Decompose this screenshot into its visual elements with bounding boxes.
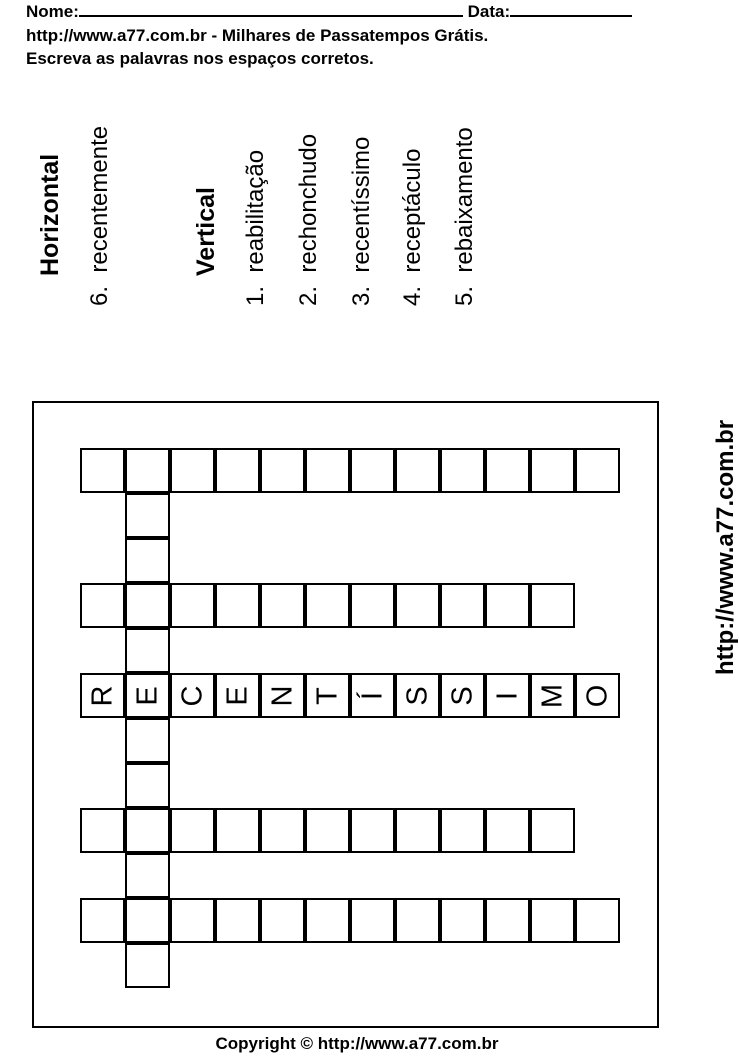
- crossword-cell[interactable]: [125, 763, 170, 808]
- crossword-cell[interactable]: [575, 448, 620, 493]
- crossword-cell[interactable]: [440, 808, 485, 853]
- vertical-clue-3: [350, 137, 374, 306]
- crossword-cell[interactable]: [530, 898, 575, 943]
- crossword-cell[interactable]: [125, 718, 170, 763]
- crossword-cell[interactable]: [485, 898, 530, 943]
- crossword-cell[interactable]: [440, 673, 485, 718]
- instruction: Escreva as palavras nos espaços corretos.: [26, 49, 374, 68]
- clue-number: 3.: [348, 285, 375, 306]
- crossword-cell[interactable]: [125, 583, 170, 628]
- crossword-cell[interactable]: [305, 808, 350, 853]
- clue-word: recentemente: [86, 125, 113, 273]
- clue-word: receptáculo: [399, 148, 426, 273]
- crossword-letter: E: [131, 685, 163, 706]
- crossword-cell[interactable]: [215, 808, 260, 853]
- crossword-cell[interactable]: [395, 898, 440, 943]
- crossword-cell[interactable]: [215, 448, 260, 493]
- crossword-cell[interactable]: [125, 673, 170, 718]
- crossword-board: [32, 401, 659, 1028]
- crossword-cell[interactable]: [170, 808, 215, 853]
- copyright: Copyright © http://www.a77.com.br: [215, 1034, 499, 1053]
- vertical-clue-2: [297, 134, 321, 306]
- crossword-cell[interactable]: [395, 583, 440, 628]
- crossword-cell[interactable]: [350, 448, 395, 493]
- crossword-cell[interactable]: [485, 448, 530, 493]
- crossword-cell[interactable]: [440, 898, 485, 943]
- vertical-clue-5: [453, 127, 477, 306]
- crossword-letter: S: [401, 685, 433, 706]
- clue-word: rechonchudo: [295, 133, 322, 273]
- crossword-cell[interactable]: [305, 898, 350, 943]
- side-url: http://www.a77.com.br: [712, 419, 739, 675]
- horizontal-title: Horizontal: [36, 153, 64, 276]
- name-label: Nome:: [26, 2, 79, 21]
- crossword-cell[interactable]: [575, 673, 620, 718]
- crossword-cell[interactable]: [260, 448, 305, 493]
- crossword-cell[interactable]: [305, 448, 350, 493]
- crossword-letter: I: [491, 691, 523, 700]
- clue-word: rebaixamento: [451, 127, 478, 273]
- crossword-cell[interactable]: [440, 448, 485, 493]
- date-label: Data:: [467, 2, 511, 21]
- crossword-cell[interactable]: [80, 808, 125, 853]
- crossword-cell[interactable]: [530, 448, 575, 493]
- clue-word: recentíssimo: [348, 136, 375, 273]
- crossword-cell[interactable]: [215, 583, 260, 628]
- crossword-cell[interactable]: [125, 943, 170, 988]
- crossword-cell[interactable]: [350, 583, 395, 628]
- crossword-cell[interactable]: [260, 583, 305, 628]
- clue-number: 5.: [451, 285, 478, 306]
- crossword-cell[interactable]: [575, 898, 620, 943]
- crossword-cell[interactable]: [395, 673, 440, 718]
- crossword-cell[interactable]: [350, 673, 395, 718]
- crossword-letter: R: [86, 685, 118, 706]
- clue-number: 6.: [86, 285, 113, 306]
- crossword-cell[interactable]: [440, 583, 485, 628]
- clue-number: 4.: [399, 285, 426, 306]
- crossword-cell[interactable]: [485, 808, 530, 853]
- date-blank[interactable]: [510, 1, 632, 17]
- crossword-cell[interactable]: [485, 583, 530, 628]
- crossword-cell[interactable]: [170, 673, 215, 718]
- crossword-letter: Í: [356, 691, 388, 700]
- crossword-letter: M: [536, 683, 568, 708]
- crossword-cell[interactable]: [215, 673, 260, 718]
- crossword-letter: N: [266, 685, 298, 706]
- clue-number: 2.: [295, 285, 322, 306]
- crossword-cell[interactable]: [170, 448, 215, 493]
- crossword-cell[interactable]: [80, 448, 125, 493]
- crossword-cell[interactable]: [260, 808, 305, 853]
- crossword-cell[interactable]: [260, 898, 305, 943]
- crossword-cell[interactable]: [80, 898, 125, 943]
- crossword-cell[interactable]: [485, 673, 530, 718]
- crossword-cell[interactable]: [530, 673, 575, 718]
- crossword-cell[interactable]: [125, 808, 170, 853]
- vertical-clue-4: [401, 149, 425, 306]
- crossword-cell[interactable]: [125, 493, 170, 538]
- horizontal-clue-6: [88, 126, 112, 306]
- crossword-cell[interactable]: [170, 898, 215, 943]
- crossword-letter: E: [221, 685, 253, 706]
- crossword-cell[interactable]: [350, 808, 395, 853]
- crossword-cell[interactable]: [125, 628, 170, 673]
- crossword-cell[interactable]: [215, 898, 260, 943]
- crossword-cell[interactable]: [80, 673, 125, 718]
- crossword-cell[interactable]: [125, 898, 170, 943]
- crossword-cell[interactable]: [305, 673, 350, 718]
- crossword-cell[interactable]: [395, 448, 440, 493]
- name-blank[interactable]: [79, 1, 463, 17]
- clue-word: reabilitação: [242, 149, 269, 273]
- crossword-cell[interactable]: [530, 583, 575, 628]
- crossword-cell[interactable]: [125, 538, 170, 583]
- crossword-letter: O: [581, 684, 613, 707]
- vertical-title: Vertical: [192, 187, 220, 276]
- crossword-cell[interactable]: [125, 448, 170, 493]
- crossword-letter: T: [311, 686, 343, 705]
- crossword-cell[interactable]: [305, 583, 350, 628]
- crossword-cell[interactable]: [350, 898, 395, 943]
- crossword-cell[interactable]: [530, 808, 575, 853]
- vertical-clue-1: [244, 150, 268, 306]
- name-date-line: [26, 1, 632, 22]
- site-line: http://www.a77.com.br - Milhares de Passatempos Grátis.: [26, 26, 489, 45]
- crossword-cell[interactable]: [80, 583, 125, 628]
- crossword-cell[interactable]: [170, 583, 215, 628]
- clue-number: 1.: [242, 285, 269, 306]
- crossword-letter: S: [446, 685, 478, 706]
- crossword-cell[interactable]: [125, 853, 170, 898]
- crossword-cell[interactable]: [260, 673, 305, 718]
- crossword-cell[interactable]: [395, 808, 440, 853]
- crossword-letter: C: [176, 685, 208, 706]
